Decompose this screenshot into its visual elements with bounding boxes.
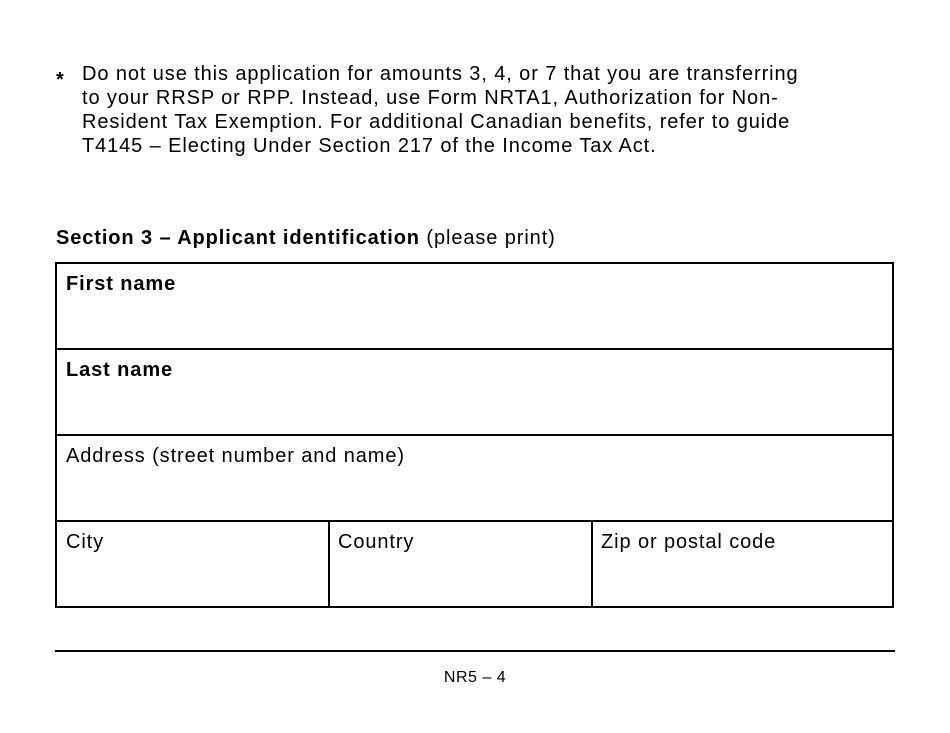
zip-value[interactable]	[602, 562, 883, 598]
first-name-value[interactable]	[66, 304, 883, 340]
first-name-field[interactable]	[57, 264, 892, 348]
zip-label: Zip or postal code	[601, 531, 777, 553]
footnote	[56, 62, 816, 158]
last-name-value[interactable]	[66, 390, 883, 426]
first-name-row	[57, 264, 892, 350]
country-field[interactable]	[330, 522, 593, 608]
section-heading	[56, 226, 556, 250]
first-name-label: First name	[66, 273, 177, 295]
address-value[interactable]	[66, 476, 883, 512]
footer-divider	[55, 650, 895, 652]
city-field[interactable]	[57, 522, 330, 608]
city-label: City	[66, 531, 105, 553]
last-name-field[interactable]	[57, 350, 892, 434]
address-field[interactable]	[57, 436, 892, 520]
page-number: NR5 – 4	[443, 669, 507, 686]
country-label: Country	[338, 531, 415, 553]
last-name-row	[57, 350, 892, 436]
city-country-zip-row	[57, 522, 892, 608]
address-label: Address (street number and name)	[66, 445, 405, 467]
section-title: Section 3 – Applicant identification	[56, 227, 420, 249]
last-name-label: Last name	[66, 359, 174, 381]
footnote-text: Do not use this application for amounts 3, 4, or 7 that you are transferring to your RRSP or RPP. Instead, use Form NRTA1, Authorization for Non-Resident Tax Exemption. For additional Canadian benefits, refer to guide T4145 – Electing Under Section 217 of the Income Tax Act.	[82, 63, 799, 157]
country-value[interactable]	[339, 562, 582, 598]
asterisk-marker: *	[56, 69, 64, 91]
section-subtitle: (please print)	[426, 227, 556, 249]
zip-field[interactable]	[593, 522, 892, 608]
city-value[interactable]	[66, 562, 319, 598]
applicant-identification-form	[55, 262, 894, 608]
address-row	[57, 436, 892, 522]
